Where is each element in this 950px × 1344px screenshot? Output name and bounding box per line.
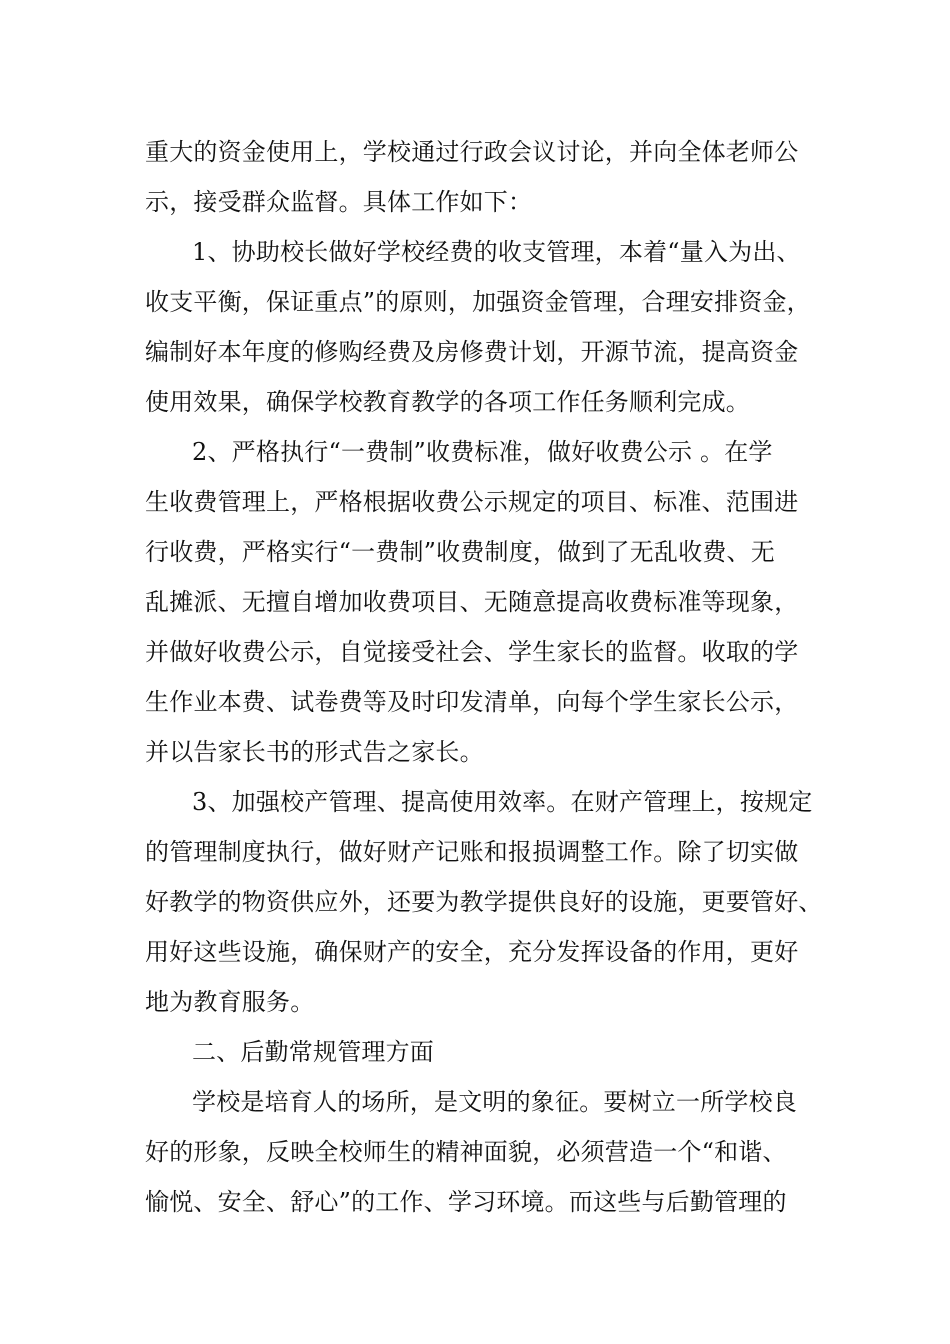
text-line: 行收费，严格实行“一费制”收费制度，做到了无乱收费、无 (145, 538, 775, 566)
text-line: 示，接受群众监督。具体工作如下： (145, 188, 533, 216)
text-line: 并以告家长书的形式告之家长。 (145, 738, 484, 766)
text-line: 生作业本费、试卷费等及时印发清单，向每个学生家长公示， (145, 688, 799, 716)
text-line: 用好这些设施，确保财产的安全，充分发挥设备的作用，更好 (145, 938, 799, 966)
paragraph-start-line: 学校是培育人的场所，是文明的象征。要树立一所学校良 (192, 1088, 797, 1116)
text-line: 重大的资金使用上，学校通过行政会议讨论，并向全体老师公 (145, 138, 799, 166)
text-line: 生收费管理上，严格根据收费公示规定的项目、标准、范围进 (145, 488, 799, 516)
text-line: 使用效果，确保学校教育教学的各项工作任务顺利完成。 (145, 388, 750, 416)
text-line: 好教学的物资供应外，还要为教学提供良好的设施，更要管好、 (145, 888, 823, 916)
text-line: 的管理制度执行，做好财产记账和报损调整工作。除了切实做 (145, 838, 799, 866)
paragraph-start-line: 1、协助校长做好学校经费的收支管理，本着“量入为出、 (192, 238, 801, 266)
text-line: 编制好本年度的修购经费及房修费计划，开源节流，提高资金 (145, 338, 799, 366)
paragraph-start-line: 2、严格执行“一费制”收费标准，做好收费公示 。在学 (192, 438, 773, 466)
text-line: 并做好收费公示，自觉接受社会、学生家长的监督。收取的学 (145, 638, 799, 666)
text-line: 愉悦、安全、舒心”的工作、学习环境。而这些与后勤管理的 (145, 1188, 787, 1216)
paragraph-start-line: 3、加强校产管理、提高使用效率。在财产管理上，按规定 (192, 788, 813, 816)
text-line: 好的形象，反映全校师生的精神面貌，必须营造一个“和谐、 (145, 1138, 787, 1166)
text-line: 收支平衡，保证重点”的原则，加强资金管理，合理安排资金， (145, 288, 811, 316)
text-line: 地为教育服务。 (145, 988, 315, 1016)
text-line: 乱摊派、无擅自增加收费项目、无随意提高收费标准等现象， (145, 588, 799, 616)
section-heading: 二、后勤常规管理方面 (192, 1038, 434, 1066)
